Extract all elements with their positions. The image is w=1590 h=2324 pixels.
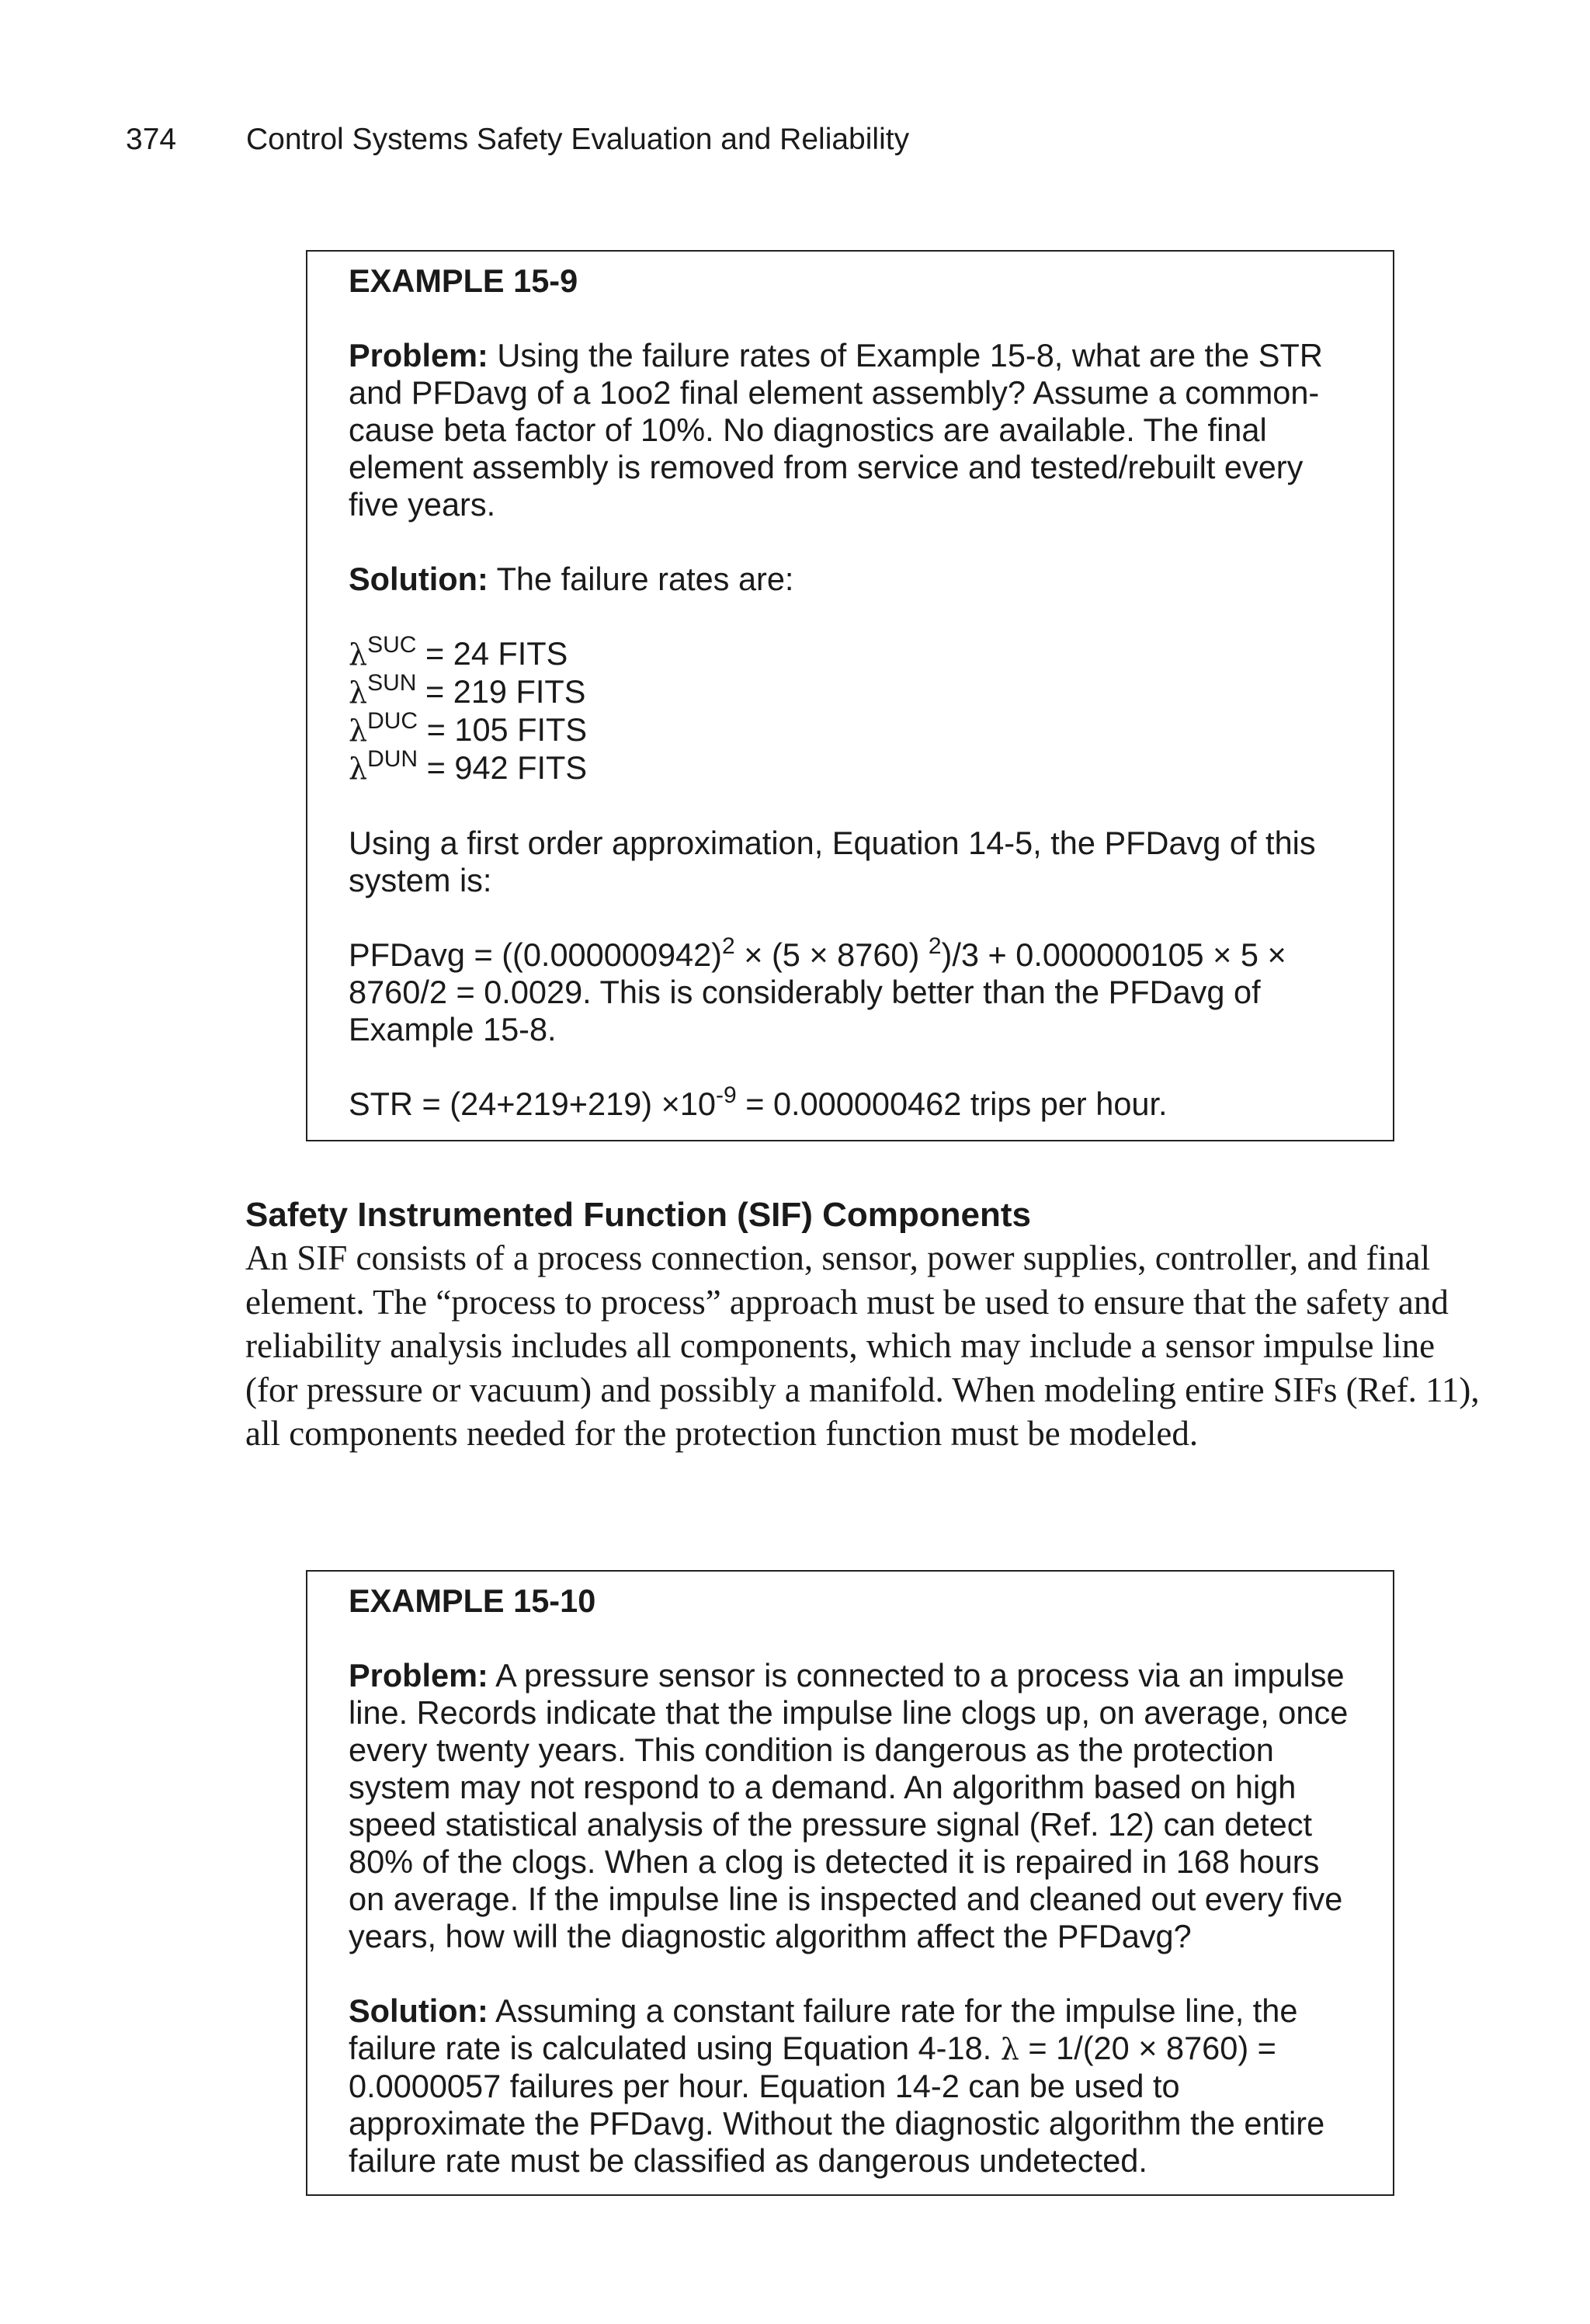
pfd-part-3: )/3 + 0.000000105 × 5 × 8760/2 = 0.0029. This is considerably better than the PFDavg of Example 15-8. bbox=[349, 936, 1286, 1047]
page-number: 374 bbox=[126, 123, 177, 156]
problem-label: Problem: bbox=[349, 1657, 488, 1693]
lambda-symbol: λ bbox=[349, 637, 368, 672]
rate-superscript: DUN bbox=[367, 746, 418, 772]
rate-value: = 24 FITS bbox=[425, 635, 568, 672]
solution-text-1: Assuming a constant failure rate for the impulse line, the failure rate is calculated using Equation 4-18. bbox=[349, 1992, 1298, 2066]
lambda-symbol: λ bbox=[349, 752, 368, 786]
problem-paragraph bbox=[349, 337, 1362, 523]
rate-superscript: SUC bbox=[367, 632, 417, 658]
approximation-paragraph: Using a first order approximation, Equation 14-5, the PFDavg of this system is: bbox=[349, 825, 1316, 898]
solution-text-2: = 1/(20 × 8760) = 0.0000057 failures per hour. Equation 14-2 can be used to approximate the PFDavg. Without the diagnostic algorithm the entire failure rate must be classified as dangerous undetected. bbox=[349, 2030, 1325, 2179]
solution-paragraph bbox=[349, 561, 1362, 598]
problem-label: Problem: bbox=[349, 337, 488, 373]
section-body: An SIF consists of a process connection, sensor, power supplies, controller, and final element. The “process to process” approach must be used to ensure that the safety and reliability analysis includes all components, which may include a sensor impulse line (for pressure or vacuum) and possibly a manifold. When modeling entire SIFs (Ref. 11), all components needed for the protection function must be modeled. bbox=[245, 1238, 1480, 1453]
problem-paragraph bbox=[349, 1657, 1362, 1955]
running-title: Control Systems Safety Evaluation and Reliability bbox=[246, 123, 910, 156]
rate-value: = 942 FITS bbox=[426, 749, 588, 786]
solution-paragraph bbox=[349, 1992, 1362, 2180]
failure-rate-line bbox=[349, 708, 1362, 749]
problem-text: Using the failure rates of Example 15-8, what are the STR and PFDavg of a 1oo2 final element assembly? Assume a common-cause beta factor of 10%. No diagnostics are available. The final element assembly is removed from service and tested/rebuilt every five years. bbox=[349, 337, 1323, 523]
solution-label: Solution: bbox=[349, 1992, 488, 2029]
pfd-part-1: PFDavg = ((0.000000942) bbox=[349, 936, 722, 973]
solution-text: The failure rates are: bbox=[496, 561, 794, 597]
str-part-1: STR = (24+219+219) ×10 bbox=[349, 1086, 716, 1122]
example-15-9-box bbox=[306, 250, 1394, 1141]
example-15-10-box bbox=[306, 1570, 1394, 2196]
section-heading: Safety Instrumented Function (SIF) Components bbox=[245, 1196, 1032, 1234]
problem-text: A pressure sensor is connected to a process via an impulse line. Records indicate that the impulse line clogs up, on average, once every twenty years. This condition is dangerous as the protection system may not respond to a demand. An algorithm based on high speed statistical analysis of the pressure signal (Ref. 12) can detect 80% of the clogs. When a clog is detected it is repaired in 168 hours on average. If the impulse line is inspected and cleaned out every five years, how will the diagnostic algorithm affect the PFDavg? bbox=[349, 1657, 1349, 1954]
pfd-part-2: × (5 × 8760) bbox=[734, 936, 929, 973]
failure-rate-line bbox=[349, 746, 1362, 787]
rate-superscript: DUC bbox=[367, 708, 418, 734]
example-title: EXAMPLE 15-10 bbox=[349, 1582, 596, 1619]
example-title: EXAMPLE 15-9 bbox=[349, 262, 578, 299]
pfd-equation bbox=[349, 933, 1362, 1048]
running-head bbox=[126, 121, 1464, 158]
str-part-2: = 0.000000462 trips per hour. bbox=[736, 1086, 1168, 1122]
str-equation bbox=[349, 1082, 1362, 1123]
failure-rate-line bbox=[349, 632, 1362, 673]
rate-value: = 105 FITS bbox=[426, 711, 588, 748]
pfd-exponent-1: 2 bbox=[722, 933, 735, 959]
solution-label: Solution: bbox=[349, 561, 488, 597]
failure-rate-list bbox=[349, 632, 1362, 787]
rate-superscript: SUN bbox=[367, 670, 417, 696]
lambda-symbol: λ bbox=[1000, 2032, 1019, 2066]
str-exponent: -9 bbox=[715, 1082, 737, 1108]
rate-value: = 219 FITS bbox=[425, 673, 586, 710]
lambda-symbol: λ bbox=[349, 714, 368, 748]
failure-rate-line bbox=[349, 670, 1362, 711]
lambda-symbol: λ bbox=[349, 676, 368, 710]
pfd-exponent-2: 2 bbox=[928, 933, 942, 959]
